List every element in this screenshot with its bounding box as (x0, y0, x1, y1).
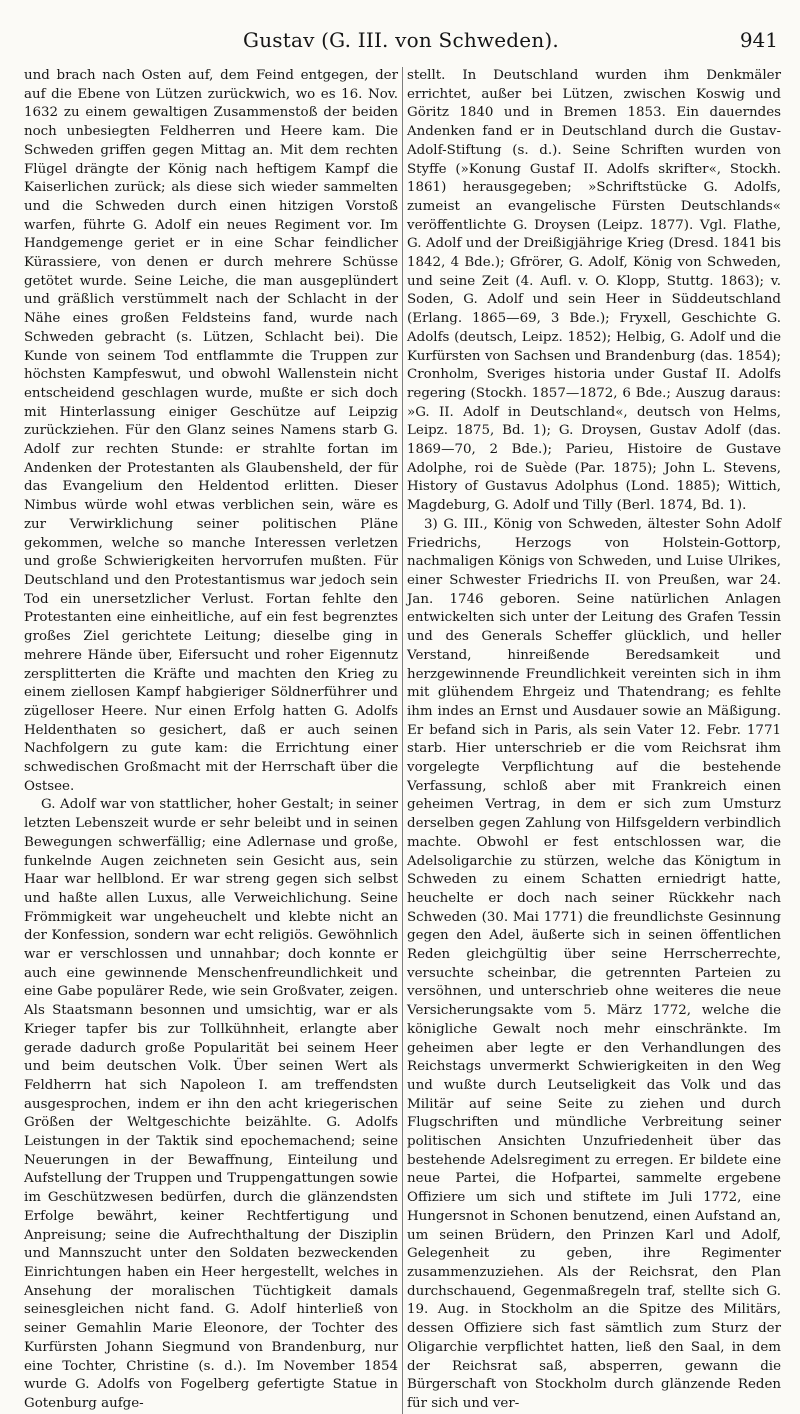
left-column (24, 67, 398, 1414)
running-head: Gustav (G. III. von Schweden). (243, 28, 559, 52)
page-number: 941 (739, 28, 778, 52)
page-header (24, 14, 778, 54)
paragraph: und brach nach Osten auf, dem Feind entgegen, der auf die Ebene von Lützen zurückwich, wo es 16. Nov. 1632 zu einem gewaltigen Zusammenstoß der beiden noch unbesiegten Feldherren und Heere kam. Die Schweden griffen gegen Mittag an. Mit dem rechten Flügel drängte der König nach heftigem Kampf die Kaiserlichen zurück; als diese sich wieder sammelten und die Schweden durch einen hitzigen Vorstoß warfen, führte G. Adolf ein neues Regiment vor. Im Handgemenge geriet er in eine Schar feindlicher Kürassiere, von denen er durch mehrere Schüsse getötet wurde. Seine Leiche, die man ausgeplündert und gräßlich verstümmelt nach der Schlacht in der Nähe eines großen Feldsteins fand, wurde nach Schweden gebracht (s. Lützen, Schlacht bei). Die Kunde von seinem Tod entflammte die Truppen zur höchsten Kampfeswut, und obwohl Wallenstein nicht entscheidend geschlagen wurde, mußte er sich doch mit Hinterlassung einiger Geschütze auf Leipzig zurückziehen. Für den Glanz seines Namens starb G. Adolf zur rechten Stunde: er strahlte fortan im Andenken der Protestanten als Glaubensheld, der für das Evangelium den Heldentod erlitten. Dieser Nimbus würde wohl etwas verblichen sein, wäre es zur Verwirklichung seiner politischen Pläne gekommen, welche so manche Interessen verletzen und große Schwierigkeiten hervorrufen mußten. Für Deutschland und den Protestantismus war jedoch sein Tod ein unersetzlicher Verlust. Fortan fehlte den Protestanten eine einheitliche, auf ein fest begrenztes großes Ziel gerichtete Leitung; dieselbe ging in mehrere Hände über, Eifersucht und roher Eigennutz zersplitterten die Kräfte und machten den Krieg zu einem ziellosen Kampf habgieriger Söldnerführer und zügelloser Heere. Nur einen Erfolg hatten G. Adolfs Heldenthaten so gesichert, daß er auch seinen Nachfolgern zu gute kam: die Errichtung einer schwedischen Großmacht mit der Herrschaft über die Ostsee. (24, 68, 398, 794)
paragraph: 3) G. III., König von Schweden, ältester Sohn Adolf Friedrichs, Herzogs von Holstein-Gottorp, nachmaligen Königs von Schweden, und Luise Ulrikes, einer Schwester Friedrichs II. von Preußen, war 24. Jan. 1746 geboren. Seine natürlichen Anlagen entwickelten sich unter der Leitung des Grafen Tessin und des Generals Scheffer glücklich, und heller Verstand, hinreißende Beredsamkeit und herzgewinnende Freundlichkeit vereinten sich in ihm mit glühendem Ehrgeiz und Thatendrang; es fehlte ihm indes an Ernst und Ausdauer sowie an Mäßigung. Er befand sich in Paris, als sein Vater 12. Febr. 1771 starb. Hier unterschrieb er die vom Reichsrat ihm vorgelegte Verpflichtung auf die bestehende Verfassung, schloß aber mit Frankreich einen geheimen Vertrag, in dem er sich zum Umsturz derselben gegen Zahlung von Hilfsgeldern verbindlich machte. Obwohl er fest entschlossen war, die Adelsoligarchie zu stürzen, welche das Königtum in Schweden zu einem Schatten erniedrigt hatte, heuchelte er doch nach seiner Rückkehr nach Schweden (30. Mai 1771) die freundlichste Gesinnung gegen den Adel, äußerte sich in seinen öffentlichen Reden gleichgültig über seine Herrscherrechte, versuchte scheinbar, die getrennten Parteien zu versöhnen, und unterschrieb ohne weiteres die neue Versicherungsakte vom 5. März 1772, welche die königliche Gewalt noch mehr einschränkte. Im geheimen aber legte er den Verhandlungen des Reichstags unvermerkt Schwierigkeiten in den Weg und wußte durch Leutseligkeit das Volk und das Militär auf seine Seite zu ziehen und durch Flugschriften und mündliche Verbreitung seiner politischen Ansichten Unzufriedenheit über das bestehende Adelsregiment zu erregen. Er bildete eine neue Partei, die Hofpartei, sammelte ergebene Offiziere um sich und stiftete im Juli 1772, eine Hungersnot in Schonen benutzend, einen Aufstand an, um seinen Brüdern, den Prinzen Karl und Adolf, Gelegenheit zu geben, ihre Regimenter zusammenzuziehen. Als der Reichsrat, den Plan durchschauend, Gegenmaßregeln traf, stellte sich G. 19. Aug. in Stockholm an die Spitze des Militärs, dessen Offiziere sich fast sämtlich zum Sturz der Oligarchie verpflichtet hatten, ließ den Saal, in dem der Reichsrat saß, absperren, gewann die Bürgerschaft von Stockholm durch glänzende Reden für sich und ver- (407, 516, 781, 1411)
two-column-body (24, 67, 781, 1411)
paragraph: stellt. In Deutschland wurden ihm Denkmäler errichtet, außer bei Lützen, zwischen Koswig und Göritz 1840 und in Bremen 1853. Ein dauerndes Andenken fand er in Deutschland durch die Gustav-Adolf-Stiftung (s. d.). Seine Schriften wurden von Styffe (»Konung Gustaf II. Adolfs skrifter«, Stockh. 1861) herausgegeben; »Schriftstücke G. Adolfs, zumeist an evangelische Fürsten Deutschlands« veröffentlichte G. Droysen (Leipz. 1877). Vgl. Flathe, G. Adolf und der Dreißigjährige Krieg (Dresd. 1841 bis 1842, 4 Bde.); Gfrörer, G. Adolf, König von Schweden, und seine Zeit (4. Aufl. v. O. Klopp, Stuttg. 1863); v. Soden, G. Adolf und sein Heer in Süddeutschland (Erlang. 1865—69, 3 Bde.); Fryxell, Geschichte G. Adolfs (deutsch, Leipz. 1852); Helbig, G. Adolf und die Kurfürsten von Sachsen und Brandenburg (das. 1854); Cronholm, Sveriges historia under Gustaf II. Adolfs regering (Stockh. 1857—1872, 6 Bde.; Auszug daraus: »G. II. Adolf in Deutschland«, deutsch von Helms, Leipz. 1875, Bd. 1); G. Droysen, Gustav Adolf (das. 1869—70, 2 Bde.); Parieu, Histoire de Gustave Adolphe, roi de Suède (Par. 1875); John L. Stevens, History of Gustavus Adolphus (Lond. 1885); Wittich, Magdeburg, G. Adolf und Tilly (Berl. 1874, Bd. 1). (407, 68, 781, 514)
column-divider (402, 67, 403, 1414)
paragraph: G. Adolf war von stattlicher, hoher Gestalt; in seiner letzten Lebenszeit wurde er sehr beleibt und in seinen Bewegungen schwerfällig; eine Adlernase und große, funkelnde Augen zeichneten sein Gesicht aus, sein Haar war hellblond. Er war streng gegen sich selbst und haßte allen Luxus, alle Verweichlichung. Seine Frömmigkeit war ungeheuchelt und klebte nicht an der Konfession, sondern war echt religiös. Gewöhnlich war er verschlossen und unnahbar; doch konnte er auch eine gewinnende Menschenfreundlichkeit und eine Gabe populärer Rede, wie sein Großvater, zeigen. Als Staatsmann besonnen und umsichtig, war er als Krieger tapfer bis zur Tollkühnheit, erlangte aber gerade dadurch große Popularität bei seinem Heer und beim deutschen Volk. Über seinen Wert als Feldherrn hat sich Napoleon I. am treffendsten ausgesprochen, indem er ihn den acht kriegerischen Größen der Weltgeschichte beizählte. G. Adolfs Leistungen in der Taktik sind epochemachend; seine Neuerungen in der Bewaffnung, Einteilung und Aufstellung der Truppen und Truppengattungen sowie im Geschützwesen bedürfen, durch die glänzendsten Erfolge bewährt, keiner Rechtfertigung und Anpreisung; seine die Aufrechthaltung der Disziplin und Mannszucht unter den Soldaten bezweckenden Einrichtungen haben ein Heer hergestellt, welches in Ansehung der moralischen Tüchtigkeit damals seinesgleichen nicht fand. G. Adolf hinterließ von seiner Gemahlin Marie Eleonore, der Tochter des Kurfürsten Johann Siegmund von Brandenburg, nur eine Tochter, Christine (s. d.). Im November 1854 wurde G. Adolfs von Fogelberg gefertigte Statue in Gotenburg aufge- (24, 797, 398, 1411)
right-column (407, 67, 781, 1414)
